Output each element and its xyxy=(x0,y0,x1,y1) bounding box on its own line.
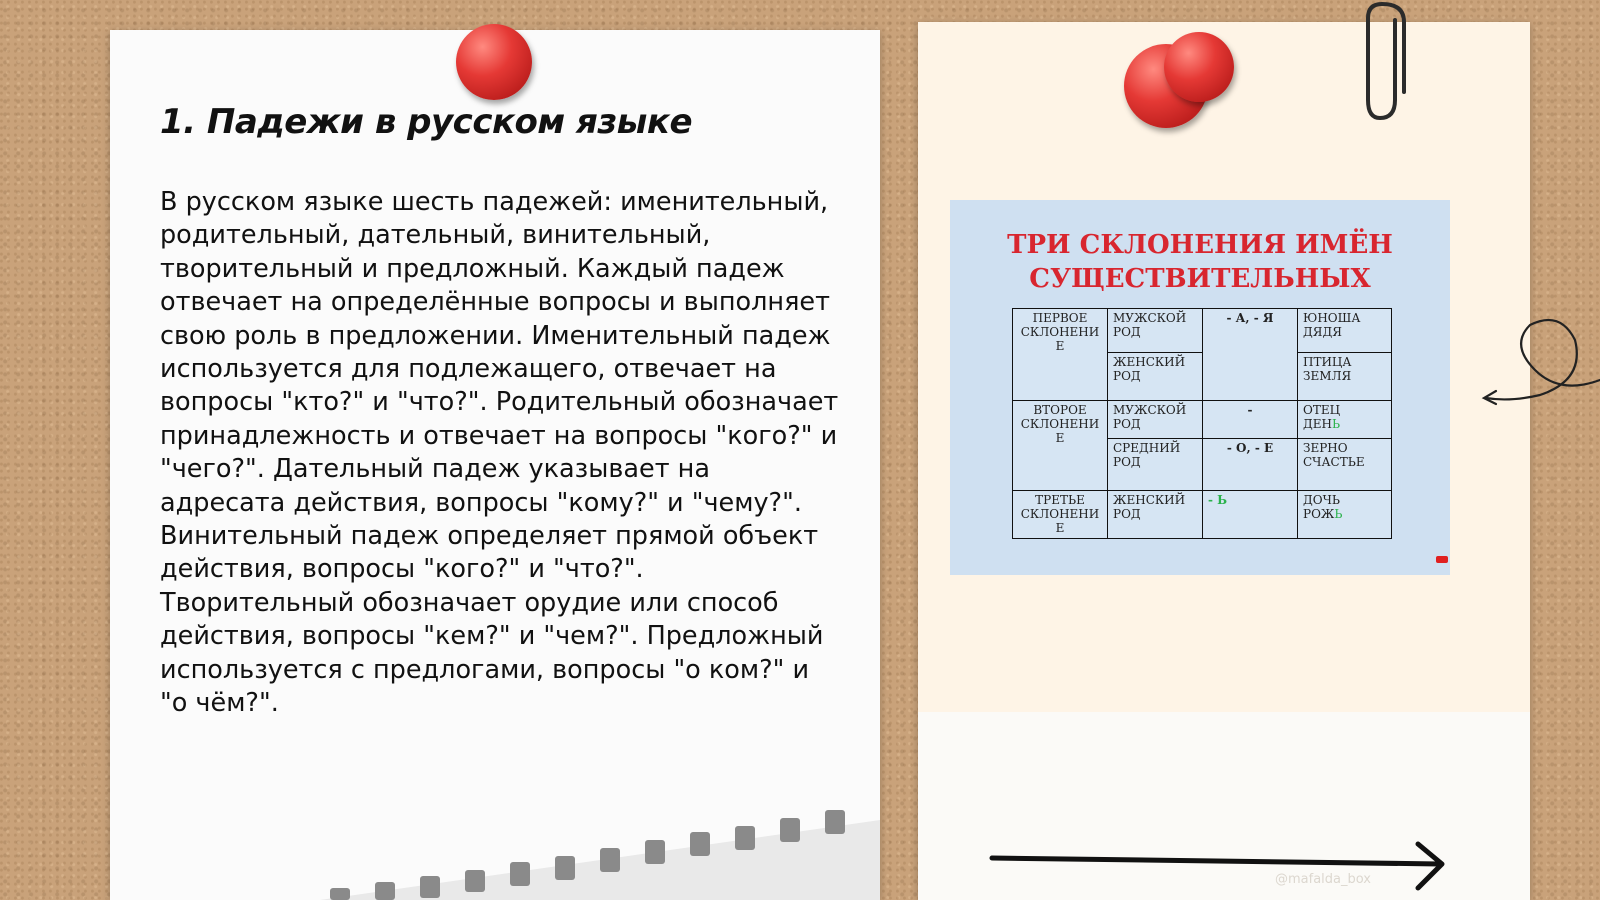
table-row xyxy=(1013,491,1392,539)
red-pushpin-left xyxy=(456,24,532,100)
ending-cell: - А, - Я xyxy=(1203,309,1298,401)
declension-table xyxy=(1012,308,1392,539)
ending-cell: - Ь xyxy=(1203,491,1298,539)
example-word: ДЯДЯ xyxy=(1303,325,1342,339)
declension-table-image xyxy=(950,200,1450,575)
torn-notebook-edge xyxy=(320,800,880,900)
example-word xyxy=(1303,507,1386,521)
ending-cell: - О, - Е xyxy=(1203,439,1298,491)
example-cell xyxy=(1298,401,1392,439)
example-word: ЗЕРНО xyxy=(1303,441,1348,455)
soft-sign: Ь xyxy=(1331,417,1341,431)
example-word: СЧАСТЬЕ xyxy=(1303,455,1365,469)
example-word xyxy=(1303,417,1386,431)
red-pushpin-right-front xyxy=(1164,32,1234,102)
example-stem: ДЕН xyxy=(1303,417,1332,431)
table-row xyxy=(1013,309,1392,353)
example-word: ДОЧЬ xyxy=(1303,493,1340,507)
soft-sign: Ь xyxy=(1334,507,1343,521)
ending-cell: - xyxy=(1203,401,1298,439)
gender-cell: ЖЕНСКИЙ РОД xyxy=(1108,353,1203,401)
watermark: @mafalda_box xyxy=(1275,872,1372,887)
example-word: ЮНОША xyxy=(1303,311,1361,325)
gender-cell: СРЕДНИЙ РОД xyxy=(1108,439,1203,491)
declension-cell: ПЕРВОЕ СКЛОНЕНИ Е xyxy=(1013,309,1108,401)
paper-lower-section xyxy=(918,712,1530,900)
declension-cell: ТРЕТЬЕ СКЛОНЕНИ Е xyxy=(1013,491,1108,539)
example-cell xyxy=(1298,491,1392,539)
example-word: ОТЕЦ xyxy=(1303,403,1341,417)
declension-cell: ВТОРОЕ СКЛОНЕНИ Е xyxy=(1013,401,1108,491)
slide-title: 1. Падежи в русском языке xyxy=(160,102,693,142)
example-stem: РОЖ xyxy=(1303,507,1335,521)
example-cell xyxy=(1298,309,1392,353)
example-word: ЗЕМЛЯ xyxy=(1303,369,1352,383)
table-title-line-2: СУЩЕСТВИТЕЛЬНЫХ xyxy=(1029,264,1371,294)
gender-cell: ЖЕНСКИЙ РОД xyxy=(1108,491,1203,539)
example-cell xyxy=(1298,353,1392,401)
table-row xyxy=(1013,401,1392,439)
gender-cell: МУЖСКОЙ РОД xyxy=(1108,401,1203,439)
table-title-line-1: ТРИ СКЛОНЕНИЯ ИМЁН xyxy=(1007,230,1393,260)
red-marker-icon xyxy=(1436,556,1448,563)
slide-body-text: В русском языке шесть падежей: именительный, родительный, дательный, винительный, творительный и предложный. Каждый падеж отвечает на определённые вопросы и выполняет свою роль в предложении. Именительный падеж используется для подлежащего, отвечает на вопросы "кто?" и "что?". Родительный обозначает принадлежность и отвечает на вопросы "кого?" и "чего?". Дательный падеж указывает на адресата действия, вопросы "кому?" и "чему?". Винительный падеж определяет прямой объект действия, вопросы "кого?" и "что?". Творительный обозначает орудие или способ действия, вопросы "кем?" и "чем?". Предложный используется с предлогами, вопросы "о ком?" и "о чём?". xyxy=(160,187,839,719)
table-title xyxy=(950,228,1450,296)
gender-cell: МУЖСКОЙ РОД xyxy=(1108,309,1203,353)
example-cell xyxy=(1298,439,1392,491)
example-word: ПТИЦА xyxy=(1303,355,1352,369)
